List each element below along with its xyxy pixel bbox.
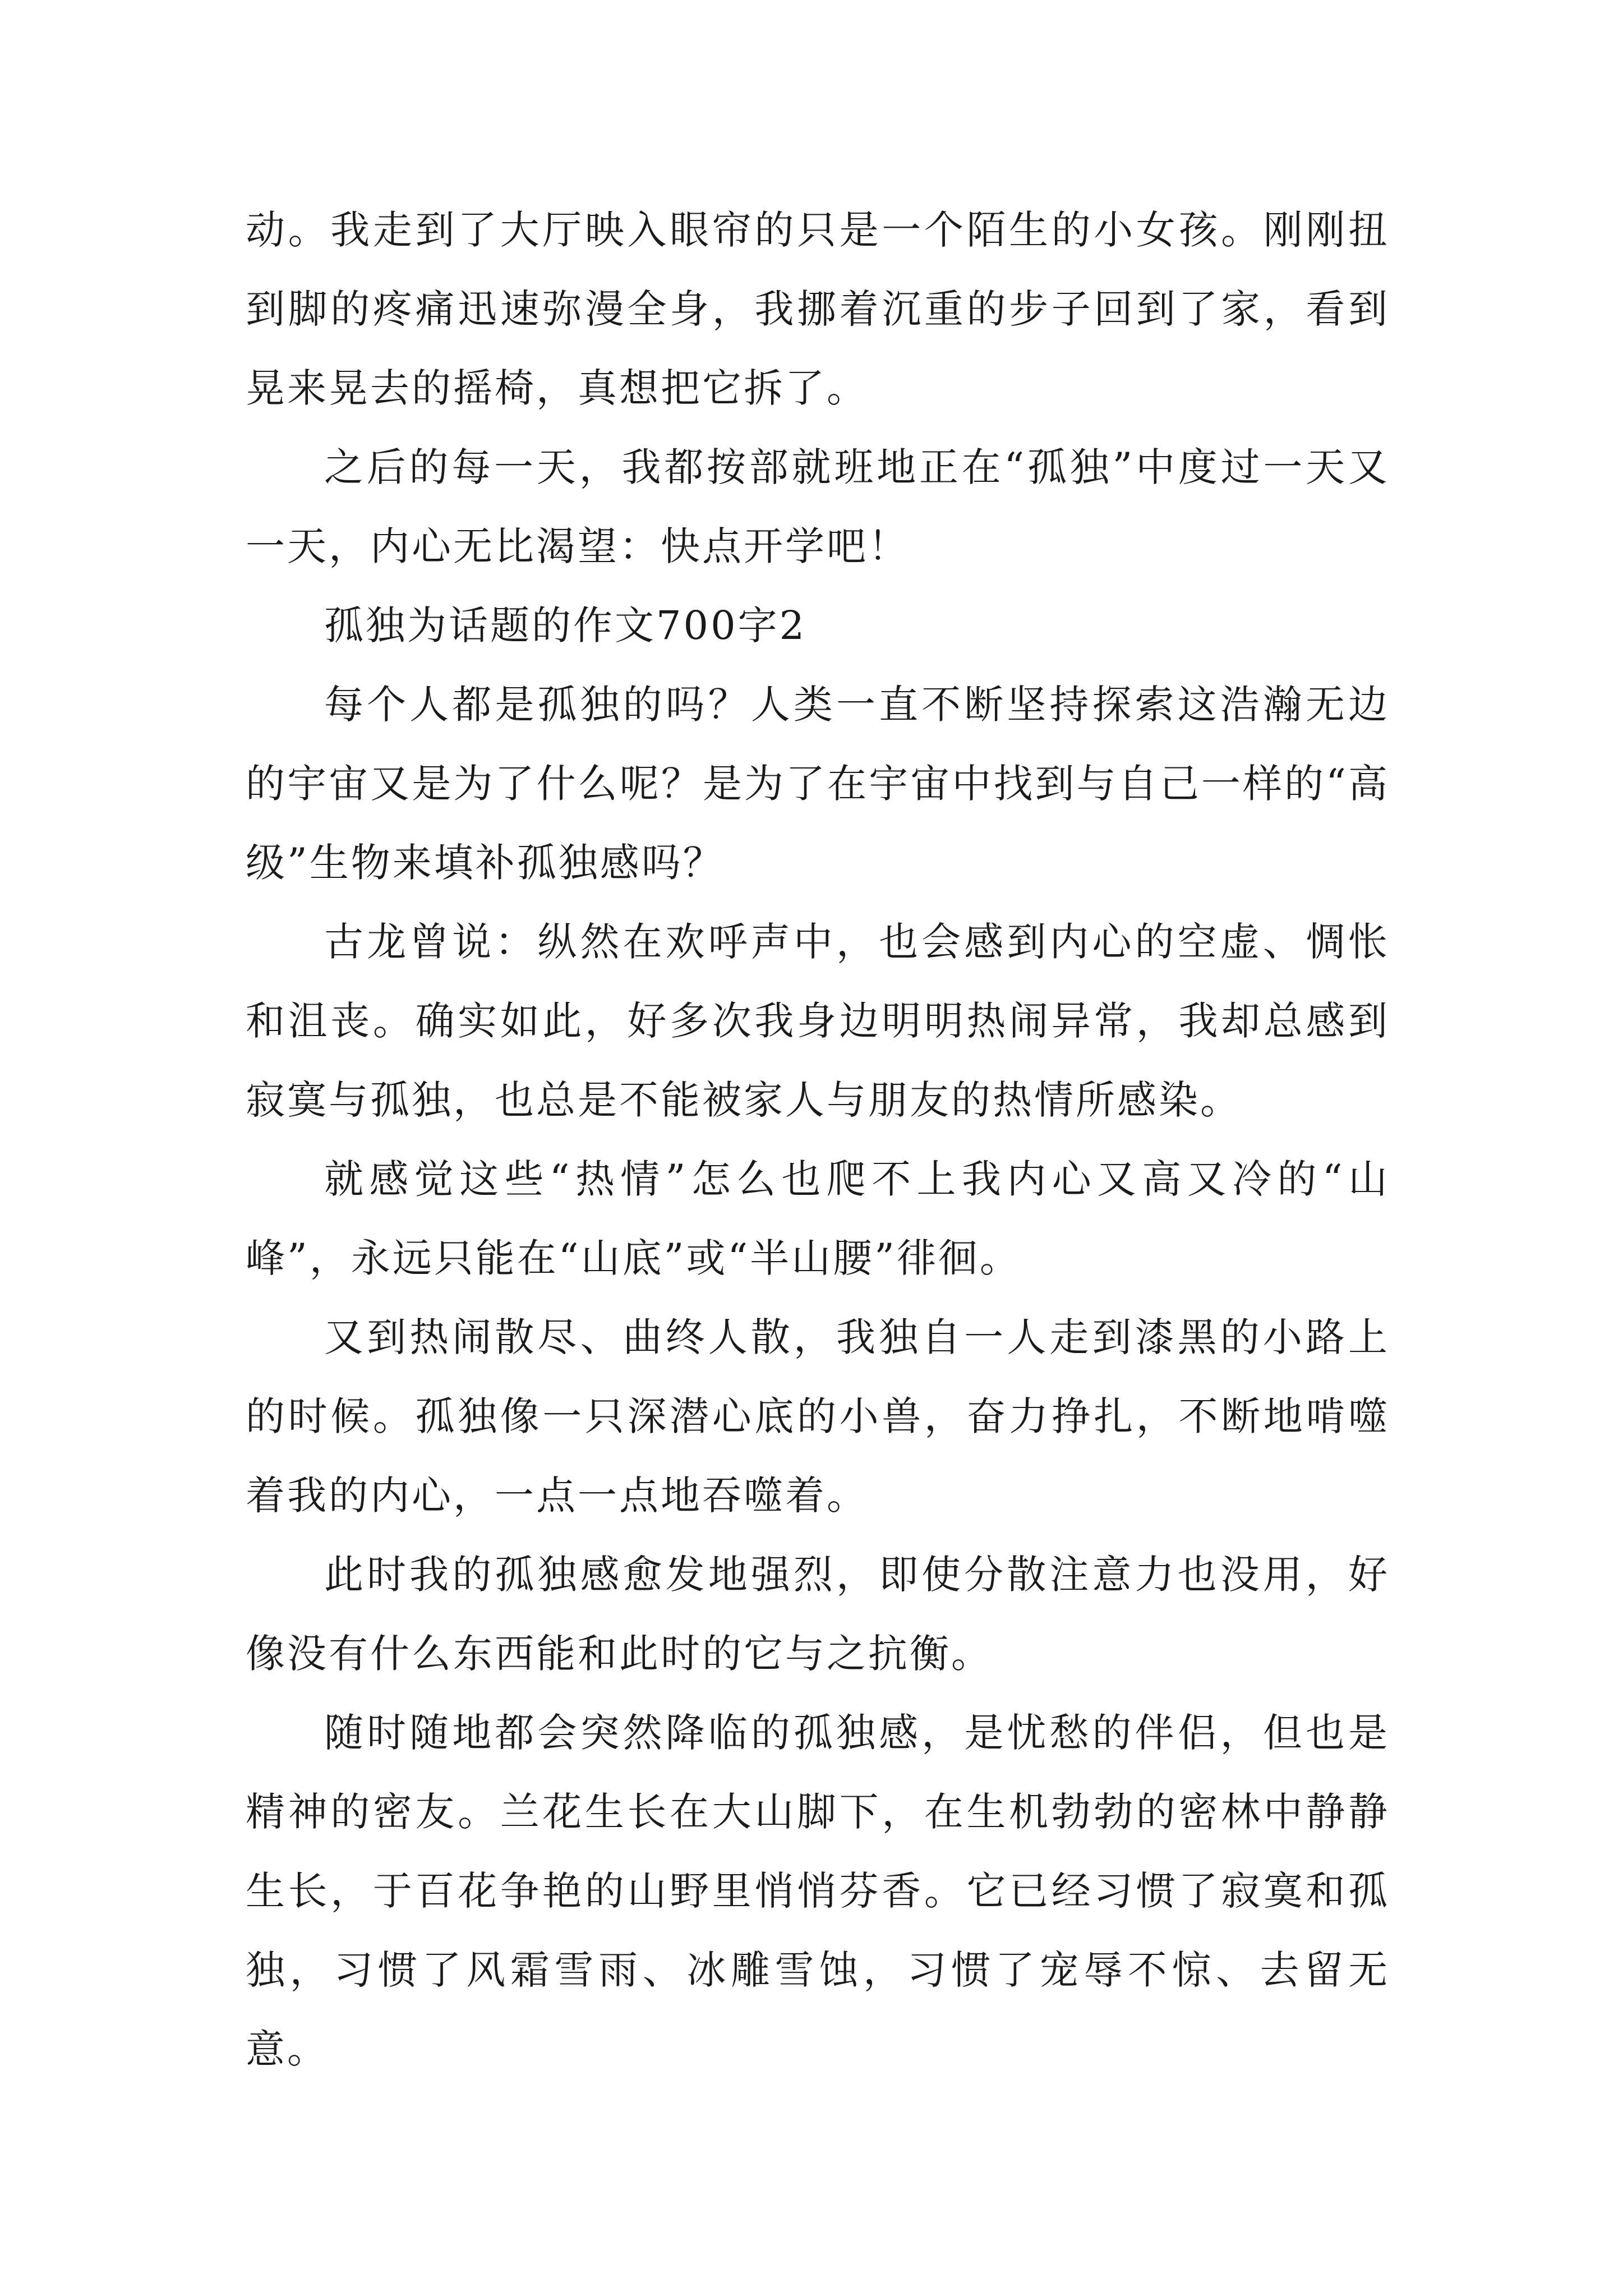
paragraph-7: 此时我的孤独感愈发地强烈，即使分散注意力也没用，好像没有什么东西能和此时的它与之抗衡。 (246, 1552, 1390, 1677)
paragraph-4: 古龙曾说：纵然在欢呼声中，也会感到内心的空虚、惆怅和沮丧。确实如此，好多次我身边明明热闹异常，我却总感到寂寞与孤独，也总是不能被家人与朋友的热情所感染。 (246, 919, 1390, 1123)
paragraph-8: 随时随地都会突然降临的孤独感，是忧愁的伴侣，但也是精神的密友。兰花生长在大山脚下，在生机勃勃的密林中静静生长，于百花争艳的山野里悄悄芬香。它已经习惯了寂寞和孤独，习惯了风霜雪雨、冰雕雪蚀，习惯了宠辱不惊、去留无意。 (246, 1710, 1390, 2072)
paragraph-2: 之后的每一天，我都按部就班地正在“孤独”中度过一天又一天，内心无比渴望：快点开学吧！ (246, 444, 1390, 569)
document-body (246, 191, 1390, 2089)
paragraph-1: 动。我走到了大厅映入眼帘的只是一个陌生的小女孩。刚刚扭到脚的疼痛迅速弥漫全身，我挪着沉重的步子回到了家，看到晃来晃去的摇椅，真想把它拆了。 (246, 207, 1390, 411)
paragraph-6: 又到热闹散尽、曲终人散，我独自一人走到漆黑的小路上的时候。孤独像一只深潜心底的小兽，奋力挣扎，不断地啃噬着我的内心，一点一点地吞噬着。 (246, 1314, 1390, 1519)
paragraph-3: 每个人都是孤独的吗？人类一直不断坚持探索这浩瀚无边的宇宙又是为了什么呢？是为了在宇宙中找到与自己一样的“高级”生物来填补孤独感吗？ (246, 682, 1390, 886)
paragraph-5: 就感觉这些“热情”怎么也爬不上我内心又高又冷的“山峰”，永远只能在“山底”或“半山腰”徘徊。 (246, 1156, 1390, 1281)
section-heading: 孤独为话题的作文700字2 (324, 602, 807, 648)
